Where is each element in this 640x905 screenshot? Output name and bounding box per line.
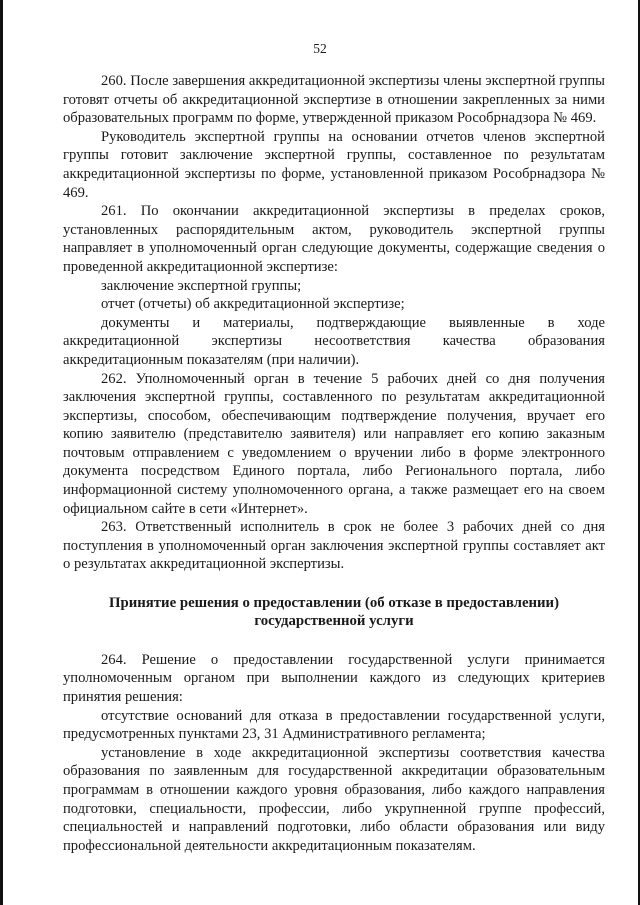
paragraph-264-item-1: отсутствие оснований для отказа в предоставлении государственной услуги, предусмотренных пунктами 23, 31 Административного регламента; (63, 707, 605, 743)
scan-edge-left (0, 0, 3, 905)
paragraph-264-item-2: установление в ходе аккредитационной экспертизы соответствия качества образования по заявленным для государственной аккредитации образовательным программам в отношении каждого уровня образования, либо каждого направления подготовки, специальности, профессии, либо укрупненной группе профессий, специальностей и направлений подготовки, либо области образования или виду профессиональной деятельности аккредитационным показателям. (63, 744, 605, 854)
paragraph-261: 261. По окончании аккредитационной экспертизы в пределах сроков, установленных распорядительным актом, руководитель экспертной группы направляет в уполномоченный орган следующие документы, содержащие сведения о проведенной аккредитационной экспертизе: (63, 203, 605, 275)
paragraph-260: 260. После завершения аккредитационной экспертизы члены экспертной группы готовят отчеты об аккредитационной экспертизе в отношении закрепленных за ними образовательных программ по форме, утвержденной приказом Рособрнадзора № 469. (63, 73, 605, 127)
page-number: 52 (313, 41, 327, 56)
section-heading: Принятие решения о предоставлении (об отказе в предоставлении) государственной услуги (108, 595, 560, 630)
paragraph-261-item-1: заключение экспертной группы; (101, 277, 302, 294)
paragraph-261-item-2: отчет (отчеты) об аккредитационной экспертизе; (101, 296, 405, 313)
document-body (63, 72, 605, 855)
paragraph-264: 264. Решение о предоставлении государственной услуги принимается уполномоченным органом при выполнении каждого из следующих критериев принятия решения: (63, 651, 605, 706)
paragraph-262: 262. Уполномоченный орган в течение 5 рабочих дней со дня получения заключения экспертной группы, составленного по результатам аккредитационной экспертизы, способом, обеспечивающим подтверждение получения, вручает его копию заявителю (представителю заявителя) или направляет его копию заказным почтовым отправлением с уведомлением о вручении либо в форме электронного документа посредством Единого портала, либо Регионального портала, либо информационной систему уполномоченного органа, а также размещает его на своем официальном сайте в сети «Интернет». (63, 370, 605, 517)
paragraph-260-conclusion: Руководитель экспертной группы на основании отчетов членов экспертной группы готовит заключение экспертной группы, составленное по результатам аккредитационной экспертизы по форме, установленной приказом Рособрнадзора № 469. (63, 128, 605, 201)
paragraph-263: 263. Ответственный исполнитель в срок не более 3 рабочих дней со дня поступления в уполномоченный орган заключения экспертной группы составляет акт о результатах аккредитационной экспертизы. (63, 519, 605, 573)
paragraph-261-item-3: документы и материалы, подтверждающие выявленные в ходе аккредитационной экспертизы несоответствия качества образования аккредитационным показателям (при наличии). (63, 314, 605, 368)
